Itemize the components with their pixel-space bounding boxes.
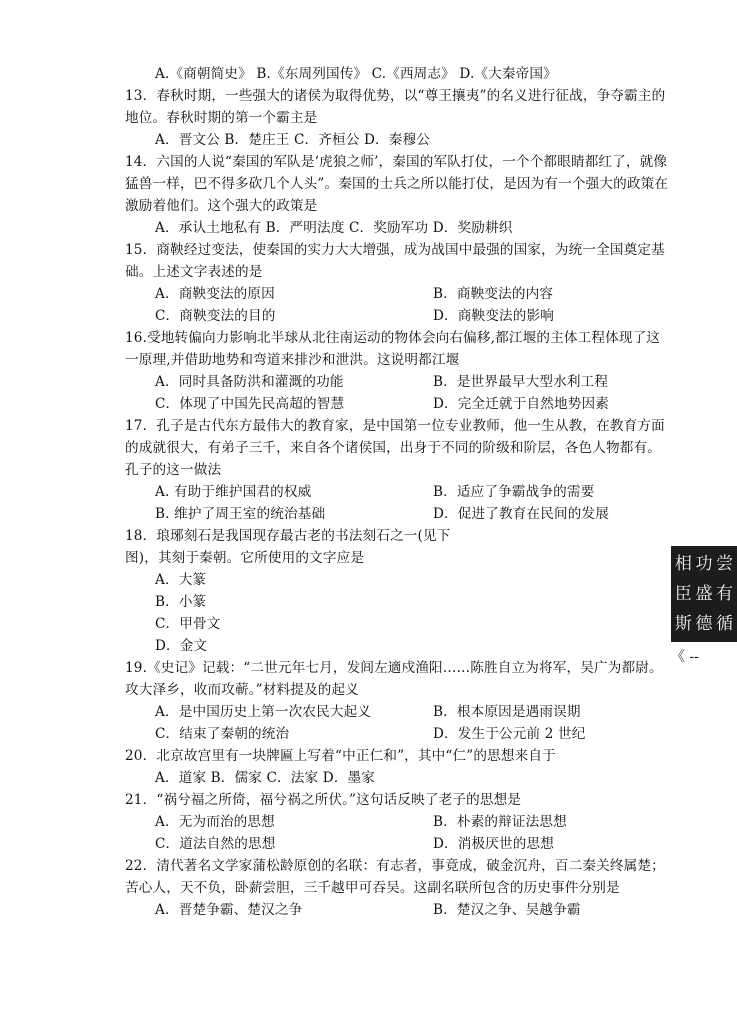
- answer-option-line: A．无为而治的思想: [155, 814, 275, 830]
- question-continuation-line: 础。上述文字表述的是: [125, 264, 263, 280]
- question-stem-line: 20．北京故宫里有一块牌匾上写着“中正仁和”，其中“仁”的思想来自于: [125, 748, 556, 764]
- answer-option-line: D．完全迁就于自然地势因素: [433, 396, 609, 412]
- langya-stone-rubbing-image: [671, 546, 737, 642]
- rubbing-caption-mark: 《 --: [671, 649, 699, 665]
- answer-option-line: B．商鞅变法的内容: [433, 286, 554, 302]
- answer-option-line: B. 维护了周王室的统治基础: [155, 506, 326, 522]
- question-continuation-line: 猛兽一样，巴不得多砍几个人头”。秦国的士兵之所以能打仗，是因为有一个强大的政策在: [125, 176, 669, 192]
- answer-option-line: A．道家 B．儒家 C．法家 D．墨家: [155, 770, 376, 786]
- answer-option-line: D．金文: [155, 638, 208, 654]
- answer-option-line: C．甲骨文: [155, 616, 221, 632]
- answer-option-line: A．晋楚争霸、楚汉之争: [155, 902, 303, 918]
- question-stem-line: 13．春秋时期，一些强大的诸侯为取得优势，以“尊王攘夷”的名义进行征战，争夺霸主的: [125, 88, 666, 104]
- answer-option-line: A．承认土地私有 B．严明法度 C．奖励军功 D．奖励耕织: [155, 220, 513, 236]
- answer-option-line: B．根本原因是遇雨误期: [433, 704, 581, 720]
- answer-option-line: C．结束了秦朝的统治: [155, 726, 290, 742]
- question-continuation-line: 攻大泽乡，收而攻蕲。”材料提及的起义: [125, 682, 359, 698]
- rubbing-column: [675, 549, 692, 639]
- answer-option-line: C．体现了中国先民高超的智慧: [155, 396, 345, 412]
- question-continuation-line: 的成就很大，有弟子三千，来自各个诸侯国，出身于不同的阶级和阶层，各色人物都有。: [125, 440, 662, 456]
- rubbing-char: 德: [695, 614, 713, 634]
- answer-option-line: D．发生于公元前 2 世纪: [433, 726, 586, 742]
- answer-option-line: A．大篆: [155, 572, 207, 588]
- rubbing-column: [716, 549, 733, 639]
- question-continuation-line: 图)，其刻于秦朝。它所使用的文字应是: [125, 550, 365, 566]
- rubbing-column: [695, 549, 712, 639]
- rubbing-char: 臣: [674, 584, 692, 604]
- question-continuation-line: 一原理,并借助地势和弯道来排沙和泄洪。这说明都江堰: [125, 352, 460, 368]
- answer-option-line: C．道法自然的思想: [155, 836, 276, 852]
- answer-option-line: B．适应了争霸战争的需要: [433, 484, 595, 500]
- rubbing-char: 循: [716, 614, 734, 634]
- answer-option-line: A．同时具备防洪和灌溉的功能: [155, 374, 344, 390]
- answer-option-line: A．晋文公 B．楚庄王 C．齐桓公 D．秦穆公: [155, 132, 431, 148]
- answer-option-line: D．促进了教育在民间的发展: [433, 506, 609, 522]
- rubbing-char: 有: [716, 584, 734, 604]
- question-continuation-line: 地位。春秋时期的第一个霸主是: [125, 110, 318, 126]
- answer-option-line: B．小篆: [155, 594, 207, 610]
- answer-option-line: B．朴素的辩证法思想: [433, 814, 567, 830]
- answer-option-line: D．商鞅变法的影响: [433, 308, 554, 324]
- rubbing-char: 功: [695, 554, 713, 574]
- answer-option-line: A. 有助于维护国君的权威: [155, 484, 312, 500]
- answer-option-line: C．商鞅变法的目的: [155, 308, 276, 324]
- answer-option-line: A．商鞅变法的原因: [155, 286, 275, 302]
- answer-option-line: A．是中国历史上第一次农民大起义: [155, 704, 372, 720]
- rubbing-char: 相: [674, 554, 692, 574]
- question-stem-line: 15．商鞅经过变法，使秦国的实力大大增强，成为战国中最强的国家，为统一全国奠定基: [125, 242, 665, 258]
- answer-option-line: D．消极厌世的思想: [433, 836, 554, 852]
- answer-option-line: A.《商朝简史》 B.《东周列国传》 C.《西周志》 D.《大秦帝国》: [155, 66, 557, 82]
- rubbing-char: 斯: [674, 614, 692, 634]
- question-continuation-line: 孔子的这一做法: [125, 462, 222, 478]
- question-stem-line: 22．清代著名文学家蒲松龄原创的名联：有志者，事竟成，破金沉舟，百二秦关终属楚；: [125, 858, 665, 874]
- rubbing-char: 尝: [716, 554, 734, 574]
- question-stem-line: 14．六国的人说“秦国的军队是‘虎狼之师’，秦国的军队打仗，一个个都眼睛都红了，就像: [125, 154, 668, 170]
- question-stem-line: 21．“祸兮福之所倚，福兮祸之所伏。”这句话反映了老子的思想是: [125, 792, 522, 808]
- question-continuation-line: 苦心人，天不负，卧薪尝胆，三千越甲可吞吴。这副名联所包含的历史事件分别是: [125, 880, 620, 896]
- answer-option-line: B．是世界最早大型水利工程: [433, 374, 609, 390]
- question-stem-line: 16.受地转偏向力影响北半球从北往南运动的物体会向右偏移,都江堰的主体工程体现了这: [125, 330, 661, 346]
- answer-option-line: B．楚汉之争、吴越争霸: [433, 902, 581, 918]
- question-stem-line: 19.《史记》记载：“二世元年七月，发闾左適戍渔阳……陈胜自立为将军，吴广为都尉。: [125, 660, 663, 676]
- question-continuation-line: 激励着他们。这个强大的政策是: [125, 198, 318, 214]
- question-stem-line: 17．孔子是古代东方最伟大的教育家，是中国第一位专业教师，他一生从教，在教育方面: [125, 418, 665, 434]
- rubbing-char: 盛: [695, 584, 713, 604]
- question-stem-line: 18．琅琊刻石是我国现存最古老的书法刻石之一(见下: [125, 528, 451, 544]
